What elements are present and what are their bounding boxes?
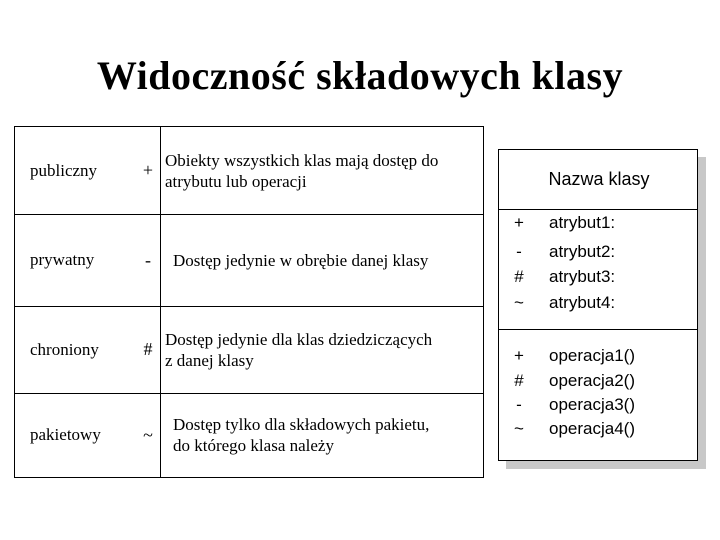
uml-attributes-section [499, 210, 697, 330]
uml-class-box [498, 149, 698, 461]
visibility-description [173, 393, 493, 477]
visibility-name: publiczny [30, 160, 98, 180]
visibility-symbol: + [142, 160, 154, 180]
uml-operation [499, 395, 697, 417]
visibility-row-public [15, 127, 483, 215]
uml-attribute [499, 213, 697, 235]
operation-name: operacja3() [549, 395, 635, 414]
page-title: Widoczność składowych klasy [96, 53, 624, 98]
visibility-row-private [15, 214, 483, 307]
description-line: Obiekty wszystkich klas mają dostęp do [165, 150, 439, 170]
uml-attribute [499, 242, 697, 264]
operation-visibility-symbol: # [514, 371, 524, 390]
visibility-symbol: ~ [143, 424, 153, 445]
operation-visibility-symbol: + [514, 346, 524, 365]
attribute-name: atrybut4: [549, 293, 616, 312]
description-line: z danej klasy [165, 350, 254, 370]
attribute-visibility-symbol: - [516, 242, 522, 261]
attribute-name: atrybut2: [549, 242, 616, 261]
uml-operations-section [499, 330, 697, 460]
visibility-name: pakietowy [30, 425, 101, 444]
visibility-table [14, 126, 484, 478]
attribute-visibility-symbol: ~ [514, 293, 524, 312]
attribute-visibility-symbol: + [514, 213, 524, 232]
attribute-name: atrybut3: [549, 267, 616, 286]
operation-visibility-symbol: - [516, 395, 522, 414]
operation-name: operacja4() [549, 419, 635, 438]
operation-name: operacja2() [549, 371, 635, 390]
operation-name: operacja1() [549, 346, 635, 365]
uml-operation [499, 419, 697, 441]
visibility-row-package [15, 393, 483, 477]
description-line: atrybutu lub operacji [165, 171, 307, 191]
visibility-row-protected [15, 306, 483, 394]
visibility-name: chroniony [30, 339, 99, 359]
visibility-description [165, 306, 485, 393]
uml-operation [499, 371, 697, 393]
description-line: Dostęp tylko dla składowych pakietu, [173, 415, 430, 434]
description-line: Dostęp jedynie dla klas dziedziczących [165, 329, 433, 349]
description-line: Dostęp jedynie w obrębie danej klasy [173, 250, 429, 270]
visibility-symbol: # [143, 339, 153, 359]
visibility-symbol: - [145, 249, 151, 270]
uml-attribute [499, 293, 697, 315]
uml-attribute [499, 267, 697, 289]
uml-class-name: Nazwa klasy [499, 150, 697, 210]
uml-operation [499, 346, 697, 368]
visibility-description [173, 214, 493, 306]
visibility-name: prywatny [30, 250, 95, 269]
attribute-name: atrybut1: [549, 213, 616, 232]
attribute-visibility-symbol: # [514, 267, 524, 286]
description-line: do którego klasa należy [173, 436, 334, 455]
visibility-description [165, 127, 485, 214]
operation-visibility-symbol: ~ [514, 419, 524, 438]
